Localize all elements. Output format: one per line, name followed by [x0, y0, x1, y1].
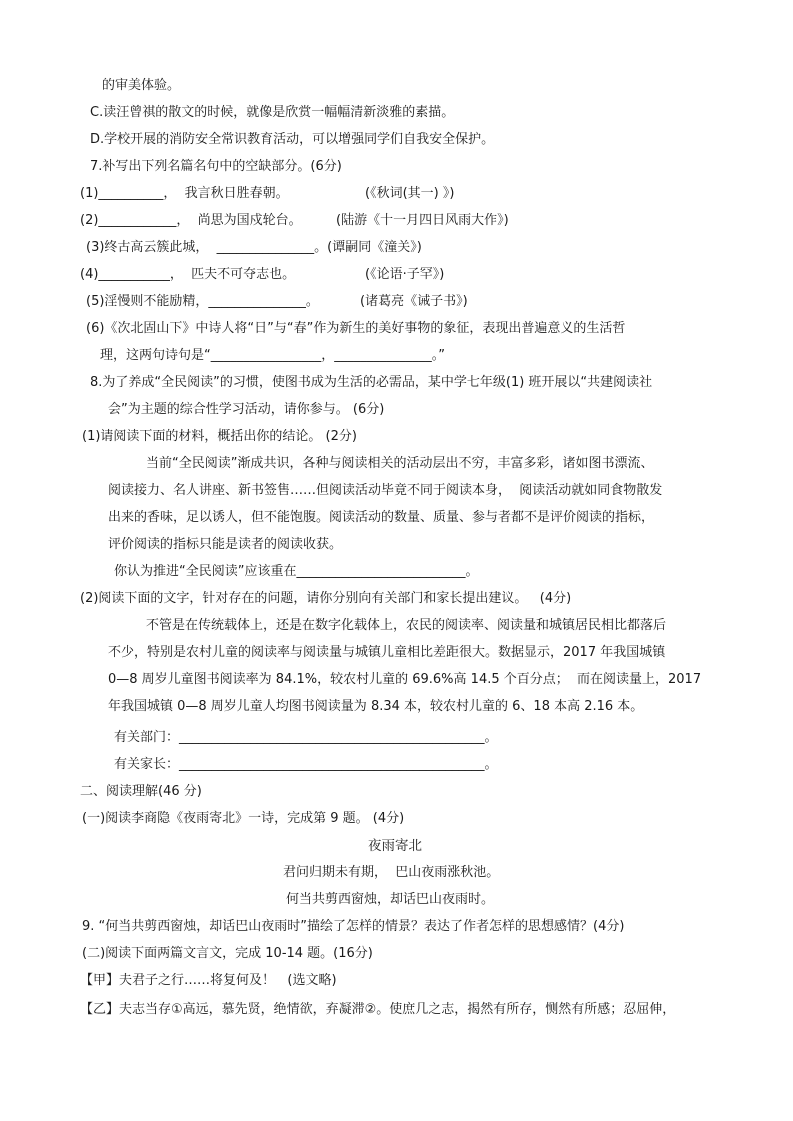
- q8-part-1-answer: 你认为推进“全民阅读”应该重在__________________________。: [114, 564, 479, 579]
- question-8-stem: 8.为了养成“全民阅读”的习惯，使图书成为生活的必需品，某中学七年级(1) 班开展以“共建阅读社: [90, 375, 653, 390]
- q8-material-line-1: 当前“全民阅读”渐成共识，各种与阅读相关的活动层出不穷，丰富多彩，诸如图书漂流、: [146, 456, 654, 471]
- option-d: D.学校开展的消防安全常识教育活动，可以增强同学们自我安全保护。: [90, 132, 495, 147]
- q8-part-2: (2)阅读下面的文字，针对存在的问题，请你分别向有关部门和家长提出建议。 (4分): [80, 591, 572, 606]
- passage-jia: 【甲】夫君子之行……将复何及！ (选文略): [80, 973, 337, 988]
- q7-item-3: (3)终古高云簇此城， _______________。(谭嗣同《潼关》): [86, 240, 422, 255]
- question-8-stem-continuation: 会”为主题的综合性学习活动，请你参与。 (6分): [108, 402, 385, 417]
- q8-material-line-4: 评价阅读的指标只能是读者的阅读收获。: [108, 537, 343, 552]
- q8-text-line-1: 不管是在传统载体上，还是在数字化载体上，农民的阅读率、阅读量和城镇居民相比都落后: [146, 618, 667, 633]
- q7-item-2: (2)____________， 尚思为国戍轮台。: [80, 213, 302, 228]
- subsection-2-heading: (二)阅读下面两篇文言文，完成 10-14 题。(16分): [82, 946, 373, 961]
- q7-item-4: (4)___________， 匹夫不可夺志也。: [80, 267, 296, 282]
- option-b-continuation: 的审美体验。: [102, 78, 181, 93]
- question-7-stem: 7.补写出下列名篇名句中的空缺部分。(6分): [90, 159, 342, 174]
- q8-text-line-2: 不少，特别是农村儿童的阅读率与阅读量与城镇儿童相比差距很大。数据显示，2017 年我国城镇: [108, 645, 666, 660]
- question-9: 9. “何当共剪西窗烛，却话巴山夜雨时”描绘了怎样的情景？表达了作者怎样的思想感情？(4分): [82, 919, 625, 934]
- q7-item-6-continuation: 理，这两句诗句是“_________________，_______________。”: [100, 348, 445, 363]
- q7-item-6: (6)《次北固山下》中诗人将“日”与“春”作为新生的美好事物的象征，表现出普遍意义的生活哲: [86, 321, 626, 336]
- poem-line-2: 何当共剪西窗烛，却话巴山夜雨时。: [286, 892, 495, 907]
- q8-answer-department: 有关部门：_______________________________________________。: [114, 730, 498, 745]
- q7-item-1-source: (《秋词(其一) 》): [365, 186, 455, 201]
- poem-line-1: 君问归期未有期， 巴山夜雨涨秋池。: [283, 865, 500, 880]
- q8-text-line-4: 年我国城镇 0—8 周岁儿童人均图书阅读量为 8.34 本，较农村儿童的 6、18 本高 2.16 本。: [108, 699, 644, 714]
- q8-text-line-3: 0—8 周岁儿童图书阅读率为 84.1%，较农村儿童的 69.6%高 14.5 个百分点； 而在阅读量上，2017: [108, 672, 702, 687]
- q7-item-2-source: (陆游《十一月四日风雨大作》): [336, 213, 509, 228]
- section-2-heading: 二、阅读理解(46 分): [80, 784, 202, 799]
- passage-yi: 【乙】夫志当存①高远，慕先贤，绝情欲，弃凝滞②。使庶几之志，揭然有所存，恻然有所感；忍屈伸，: [80, 1002, 676, 1017]
- poem-title: 夜雨寄北: [368, 838, 422, 854]
- q8-material-line-3: 出来的香味，足以诱人，但不能饱腹。阅读活动的数量、质量、参与者都不是评价阅读的指标，: [108, 510, 655, 525]
- q8-answer-parents: 有关家长：_______________________________________________。: [114, 757, 498, 772]
- subsection-1-heading: (一)阅读李商隐《夜雨寄北》一诗，完成第 9 题。 (4分): [82, 811, 405, 826]
- q7-item-5: (5)淫慢则不能励精，_______________。: [86, 294, 319, 309]
- q7-item-4-source: (《论语·子罕》): [365, 267, 445, 282]
- q7-item-1: (1)__________， 我言秋日胜春朝。: [80, 186, 289, 201]
- q7-item-5-source: (诸葛亮《诫子书》): [360, 294, 468, 309]
- q8-part-1: (1)请阅读下面的材料，概括出你的结论。 (2分): [82, 429, 357, 444]
- q8-material-line-2: 阅读接力、名人讲座、新书签售……但阅读活动毕竟不同于阅读本身， 阅读活动就如同食物散发: [108, 483, 663, 498]
- option-c: C.读汪曾祺的散文的时候，就像是欣赏一幅幅清新淡雅的素描。: [90, 105, 455, 120]
